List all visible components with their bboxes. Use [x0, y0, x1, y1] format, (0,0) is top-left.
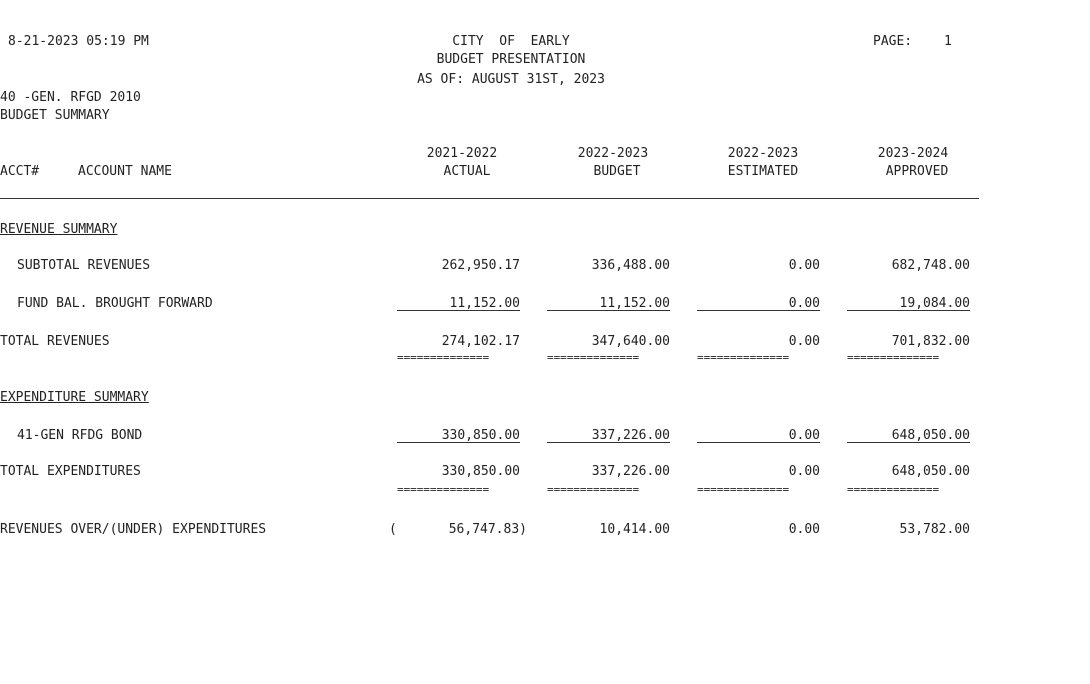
fund-balance-estimated: 0.00: [788, 296, 820, 311]
fund-balance-estimated-underline: [697, 310, 820, 311]
total-expenditures-approved-double-rule: ==============: [847, 483, 940, 496]
page-number: 1: [944, 34, 952, 49]
net-approved: 53,782.00: [899, 522, 970, 537]
header-divider: [0, 198, 979, 199]
total-revenues-budget-double-rule: ==============: [547, 351, 640, 364]
bond-budget: 337,226.00: [591, 428, 670, 443]
column-estimated-label: ESTIMATED: [727, 164, 799, 179]
total-revenues-estimated-double-rule: ==============: [697, 351, 790, 364]
bond-actual-underline: [397, 442, 520, 443]
subtotal-revenues-actual: 262,950.17: [441, 258, 520, 273]
bond-estimated: 0.00: [788, 428, 820, 443]
expenditure-summary-heading: EXPENDITURE SUMMARY: [0, 390, 149, 405]
column-actual-year: 2021-2022: [426, 146, 498, 161]
net-label: REVENUES OVER/(UNDER) EXPENDITURES: [0, 522, 267, 537]
column-approved-label: APPROVED: [885, 164, 949, 179]
fund-balance-actual-underline: [397, 310, 520, 311]
net-estimated: 0.00: [788, 522, 820, 537]
total-expenditures-budget-double-rule: ==============: [547, 483, 640, 496]
subtotal-revenues-estimated: 0.00: [788, 258, 820, 273]
city-name: CITY OF EARLY: [452, 34, 570, 49]
fund-balance-budget-underline: [547, 310, 670, 311]
bond-actual: 330,850.00: [441, 428, 520, 443]
net-actual: 56,747.83): [448, 522, 527, 537]
total-expenditures-label: TOTAL EXPENDITURES: [0, 464, 141, 479]
total-revenues-label: TOTAL REVENUES: [0, 334, 110, 349]
net-budget: 10,414.00: [599, 522, 670, 537]
report-name: BUDGET SUMMARY: [0, 108, 110, 123]
subtotal-revenues-approved: 682,748.00: [891, 258, 970, 273]
bond-budget-underline: [547, 442, 670, 443]
fund-name: 40 -GEN. RFGD 2010: [0, 90, 141, 105]
fund-balance-approved: 19,084.00: [899, 296, 970, 311]
column-budget-label: BUDGET: [593, 164, 641, 179]
page-label: PAGE:: [873, 34, 913, 49]
total-revenues-estimated: 0.00: [788, 334, 820, 349]
fund-balance-approved-underline: [847, 310, 970, 311]
net-actual-open-paren: (: [389, 522, 397, 537]
fund-balance-label: FUND BAL. BROUGHT FORWARD: [17, 296, 213, 311]
total-expenditures-estimated-double-rule: ==============: [697, 483, 790, 496]
total-revenues-approved: 701,832.00: [891, 334, 970, 349]
report-datetime: 8-21-2023 05:19 PM: [8, 34, 149, 49]
total-expenditures-actual-double-rule: ==============: [397, 483, 490, 496]
column-acct: ACCT#: [0, 164, 40, 179]
subtotal-revenues-budget: 336,488.00: [591, 258, 670, 273]
column-budget-year: 2022-2023: [577, 146, 649, 161]
total-revenues-actual: 274,102.17: [441, 334, 520, 349]
revenue-summary-heading: REVENUE SUMMARY: [0, 222, 118, 237]
column-account-name: ACCOUNT NAME: [78, 164, 172, 179]
fund-balance-budget: 11,152.00: [599, 296, 670, 311]
total-revenues-budget: 347,640.00: [591, 334, 670, 349]
as-of-date: AS OF: AUGUST 31ST, 2023: [417, 72, 605, 87]
subtotal-revenues-label: SUBTOTAL REVENUES: [17, 258, 151, 273]
total-expenditures-actual: 330,850.00: [441, 464, 520, 479]
total-expenditures-estimated: 0.00: [788, 464, 820, 479]
bond-estimated-underline: [697, 442, 820, 443]
bond-label: 41-GEN RFDG BOND: [17, 428, 143, 443]
total-expenditures-budget: 337,226.00: [591, 464, 670, 479]
report-title: BUDGET PRESENTATION: [436, 52, 586, 67]
total-expenditures-approved: 648,050.00: [891, 464, 970, 479]
total-revenues-approved-double-rule: ==============: [847, 351, 940, 364]
fund-balance-actual: 11,152.00: [449, 296, 520, 311]
total-revenues-actual-double-rule: ==============: [397, 351, 490, 364]
column-actual-label: ACTUAL: [443, 164, 491, 179]
bond-approved: 648,050.00: [891, 428, 970, 443]
bond-approved-underline: [847, 442, 970, 443]
column-estimated-year: 2022-2023: [727, 146, 799, 161]
column-approved-year: 2023-2024: [877, 146, 949, 161]
